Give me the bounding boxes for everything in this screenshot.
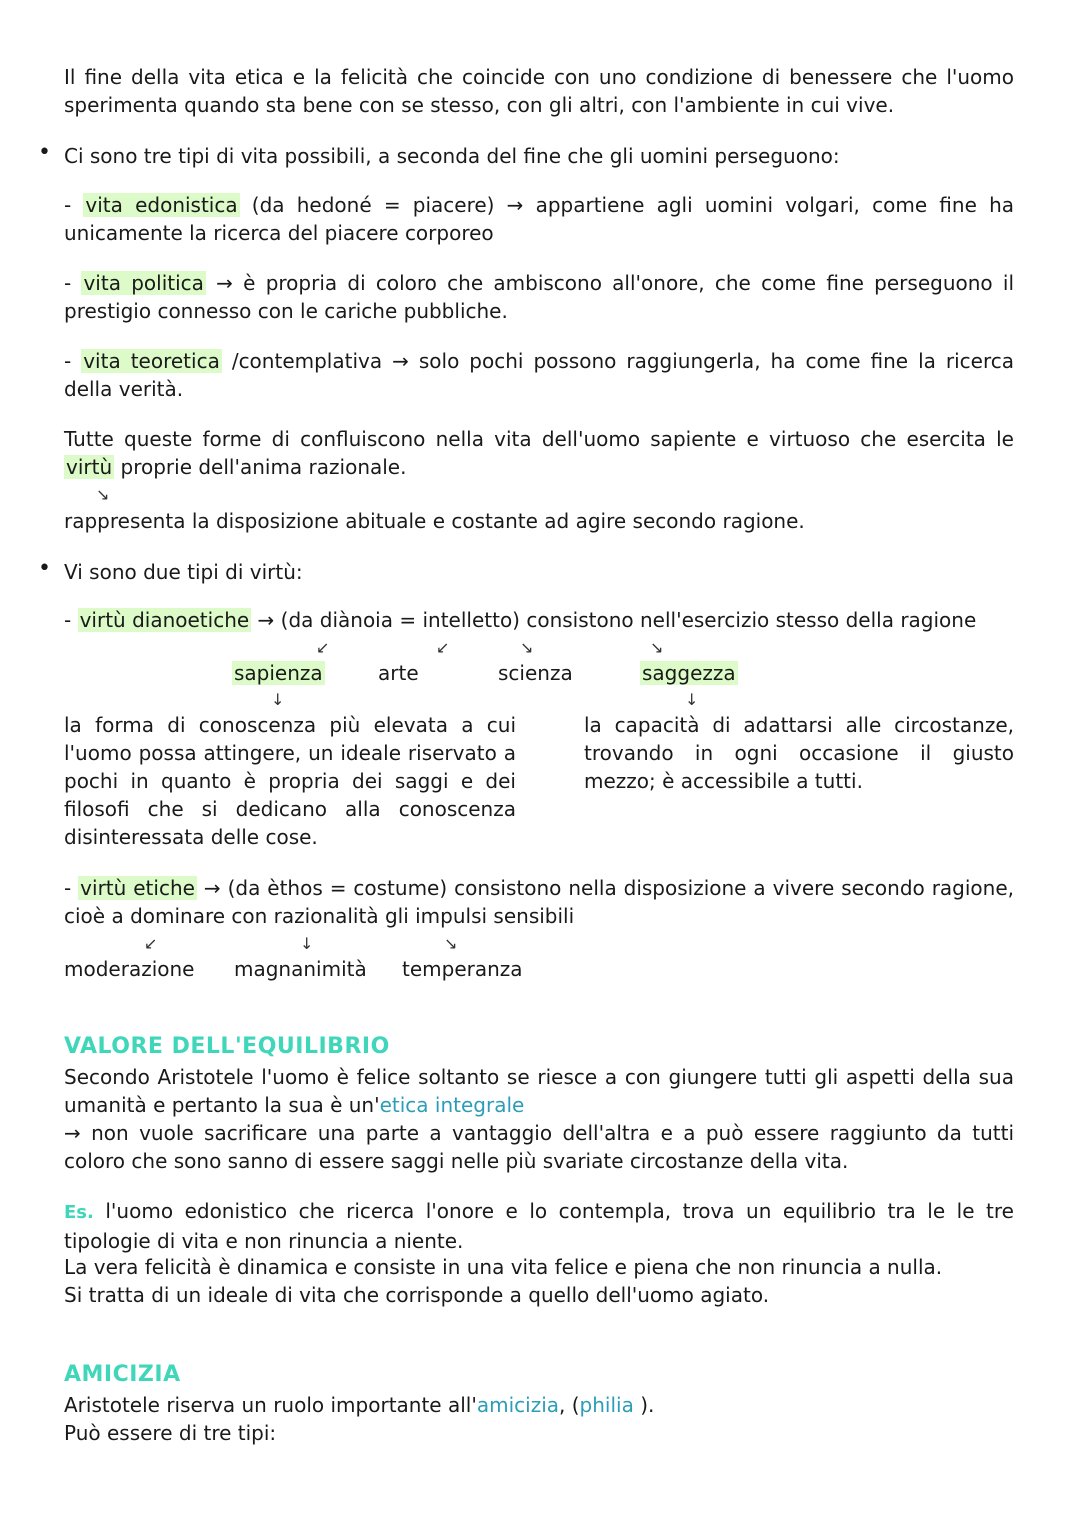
vita-politica-text: → è propria di coloro che ambiscono all'onore, che come fine perseguono il prestigio connesso con le cariche pubbliche.: [64, 271, 1015, 323]
virtu-etiche-term: virtù etiche: [80, 876, 195, 900]
example-text: l'uomo edonistico che ricerca l'onore e lo contempla, trova un equilibrio tra le le tre tipologie di vita e non rinuncia a niente.: [64, 1199, 1014, 1253]
equilibrio-paragraph-2: → non vuole sacrificare una parte a vantaggio dell'altra e a può essere raggiunto da tutti coloro che sono sanno di essere saggi nelle più svariate circostanze della vita.: [64, 1121, 1014, 1173]
scienza-label: scienza: [498, 661, 573, 685]
dash: -: [64, 193, 72, 217]
virtu-dianoetiche-term: virtù dianoetiche: [79, 608, 250, 632]
arrow-down-left: ↙: [436, 638, 450, 657]
vita-edonistica-item: [64, 191, 1014, 247]
moderazione-label: moderazione: [64, 957, 195, 981]
virtues-intro: Vi sono due tipi di virtù:: [64, 560, 303, 584]
vita-teoretica-item: [64, 347, 1014, 403]
arrow-down-left: ↙: [144, 934, 158, 953]
ideale-line: Si tratta di un ideale di vita che corrisponde a quello dell'uomo agiato.: [64, 1283, 770, 1307]
magnanimita-label: magnanimità: [234, 957, 367, 981]
es-label: Es.: [64, 1202, 94, 1223]
life-types-intro: Ci sono tre tipi di vita possibili, a seconda del fine che gli uomini perseguono:: [64, 144, 840, 168]
amicizia-paragraph: Aristotele riserva un ruolo importante all'amicizia, (philia ).: [64, 1393, 655, 1417]
saggezza-description: la capacità di adattarsi alle circostanze, trovando in ogni occasione il giusto mezzo; è accessibile a tutti.: [584, 713, 1014, 793]
arrow-down-right: ↘: [520, 638, 534, 657]
bullet-dot: •: [38, 556, 51, 581]
bullet-dot: •: [38, 140, 51, 165]
example-paragraph: [64, 1197, 1014, 1255]
arrow-down: ↓: [685, 690, 699, 709]
saggezza-label: saggezza: [642, 661, 736, 685]
dash: -: [64, 349, 72, 373]
summary-text-post: proprie dell'anima razionale.: [114, 455, 407, 479]
arrow-down-right: ↘: [650, 638, 664, 657]
arrow-down-left: ↙: [316, 638, 330, 657]
amicizia-heading: AMICIZIA: [64, 1362, 181, 1387]
sapienza-label: sapienza: [234, 661, 323, 685]
disposition-text: rappresenta la disposizione abituale e costante ad agire secondo ragione.: [64, 509, 805, 533]
philia-term: philia: [579, 1393, 634, 1417]
intro-paragraph: Il fine della vita etica e la felicità che coincide con uno condizione di benessere che l'uomo sperimenta quando sta bene con se stesso, con gli altri, con l'ambiente in cui vive.: [64, 65, 1014, 117]
felicita-line: La vera felicità è dinamica e consiste in una vita felice e piena che non rinuncia a nulla.: [64, 1255, 943, 1279]
virtu-etiche-item: [64, 874, 1014, 930]
vita-teoretica-term: vita teoretica: [83, 349, 220, 373]
summary-paragraph: [64, 425, 1014, 481]
arrow-down: ↓: [300, 934, 314, 953]
arte-label: arte: [378, 661, 419, 685]
dash: -: [64, 876, 72, 900]
equilibrio-paragraph-1: Secondo Aristotele l'uomo è felice soltanto se riesce a con giungere tutti gli aspetti della sua umanità e pertanto la sua è un'etica integrale: [64, 1065, 1014, 1117]
vita-edonistica-term: vita edonistica: [85, 193, 238, 217]
dash: -: [64, 271, 72, 295]
sapienza-description: la forma di conoscenza più elevata a cui l'uomo possa attingere, un ideale riservato a pochi in quanto è propria dei saggi e dei filosofi che si dedicano alla conoscenza disinteressata delle cose.: [64, 713, 516, 849]
virtu-dianoetiche-text: → (da diànoia = intelletto) consistono nell'esercizio stesso della ragione: [251, 608, 977, 632]
vita-edonistica-text: (da hedoné = piacere) → appartiene agli uomini volgari, come fine ha unicamente la ricerca del piacere corporeo: [64, 193, 1015, 245]
arrow-down-right: ↘: [444, 934, 458, 953]
vita-politica-item: [64, 269, 1014, 325]
arrow-down: ↓: [271, 690, 285, 709]
equilibrio-heading: VALORE DELL'EQUILIBRIO: [64, 1034, 390, 1059]
vita-politica-term: vita politica: [83, 271, 204, 295]
virtu-term: virtù: [66, 455, 113, 479]
amicizia-term: amicizia: [476, 1393, 560, 1417]
etica-integrale-term: etica integrale: [379, 1093, 525, 1117]
arrow-down-right: ↘: [96, 485, 110, 504]
virtu-dianoetiche-item: [64, 606, 1024, 634]
amicizia-types-intro: Può essere di tre tipi:: [64, 1421, 277, 1445]
dash: -: [64, 608, 72, 632]
virtu-etiche-text: → (da èthos = costume) consistono nella disposizione a vivere secondo ragione, cioè a dominare con razionalità gli impulsi sensibili: [64, 876, 1015, 928]
summary-text-pre: Tutte queste forme di confluiscono nella vita dell'uomo sapiente e virtuoso che esercita le: [64, 427, 1014, 451]
vita-teoretica-text: /contemplativa → solo pochi possono raggiungerla, ha come fine la ricerca della verità.: [64, 349, 1014, 401]
temperanza-label: temperanza: [402, 957, 523, 981]
